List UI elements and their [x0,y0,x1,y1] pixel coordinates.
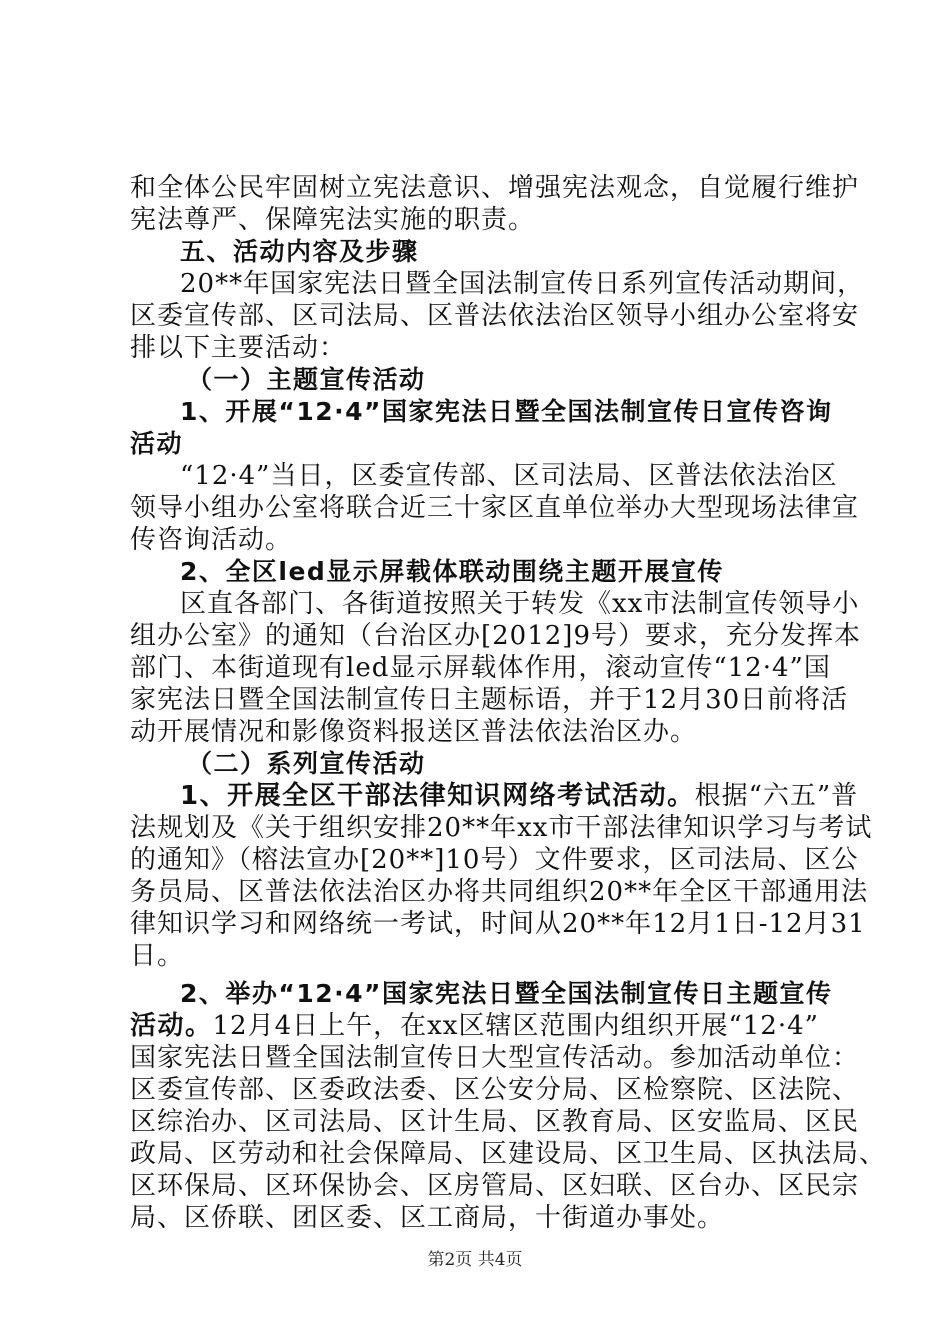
paragraph-line: 排以下主要活动： [130,333,347,363]
paragraph-line: 的通知》（榕法宣办[20**]10号）文件要求，区司法局、区公 [130,845,859,875]
item-heading: 活动 [130,429,184,458]
paragraph-line: 宪法尊严、保障宪法实施的职责。 [130,205,536,235]
paragraph-line: 和全体公民牢固树立宪法意识、增强宪法观念，自觉履行维护 [130,173,860,203]
paragraph-line: 区环保局、区环保协会、区房管局、区妇联、区台办、区民宗 [130,1171,860,1201]
paragraph-line: 法规划及《关于组织安排20**年xx市干部法律知识学习与考试 [130,813,873,843]
paragraph-line [130,780,859,812]
paragraph-line: 20**年国家宪法日暨全国法制宣传日系列宣传活动期间， [180,269,865,299]
section-heading: 五、活动内容及步骤 [180,237,419,266]
paragraph-line: 传咨询活动。 [130,525,293,555]
paragraph-line: “12·4”当日，区委宣传部、区司法局、区普法依法治区 [180,461,838,491]
paragraph-line: 局、区侨联、团区委、区工商局，十街道办事处。 [130,1203,725,1233]
paragraph-line: 务员局、区普法依法治区办将共同组织20**年全区干部通用法 [130,877,869,907]
paragraph-line: 区直各部门、各街道按照关于转发《xx市法制宣传领导小 [180,589,860,619]
paragraph-line: 区委宣传部、区委政法委、区公安分局、区检察院、区法院、 [130,1075,860,1105]
paragraph-line: 律知识学习和网络统一考试，时间从20**年12月1日-12月31 [130,909,866,939]
paragraph-line: 政局、区劳动和社会保障局、区建设局、区卫生局、区执法局、 [130,1139,887,1169]
item-heading-inline: 活动。 [130,1011,213,1041]
paragraph-line: 日。 [130,941,185,971]
item-heading-inline: 1、开展全区干部法律知识网络考试活动。 [180,781,695,811]
paragraph-text: 根据“六五”普 [694,781,859,811]
paragraph-line: 家宪法日暨全国法制宣传日主题标语，并于12月30日前将活 [130,685,849,715]
subsection-heading: （一）主题宣传活动 [187,365,426,394]
item-heading: 2、举办“12·4”国家宪法日暨全国法制宣传日主题宣传 [180,979,833,1008]
paragraph-line: 区委宣传部、区司法局、区普法依法治区领导小组办公室将安 [130,301,860,331]
paragraph-line: 区综治办、区司法局、区计生局、区教育局、区安监局、区民 [130,1107,860,1137]
document-body [130,172,887,1234]
paragraph-line: 组办公室》的通知（台治区办[2012]9号）要求，充分发挥本 [130,621,861,651]
paragraph-line [130,1010,850,1042]
page-number-footer: 第2页 共4页 [427,1250,523,1270]
paragraph-line: 部门、本街道现有led显示屏载体作用，滚动宣传“12·4”国 [130,653,831,683]
paragraph-line: 动开展情况和影像资料报送区普法依法治区办。 [130,717,698,747]
paragraph-line: 国家宪法日暨全国法制宣传日大型宣传活动。参加活动单位： [130,1043,860,1073]
subsection-heading: （二）系列宣传活动 [187,749,426,778]
paragraph-text: 12月4日上午，在xx区辖区范围内组织开展“12·4” [212,1011,819,1041]
item-heading: 1、开展“12·4”国家宪法日暨全国法制宣传日宣传咨询 [180,397,833,426]
item-heading: 2、全区led显示屏载体联动围绕主题开展宣传 [180,557,724,586]
paragraph-line: 领导小组办公室将联合近三十家区直单位举办大型现场法律宣 [130,493,860,523]
